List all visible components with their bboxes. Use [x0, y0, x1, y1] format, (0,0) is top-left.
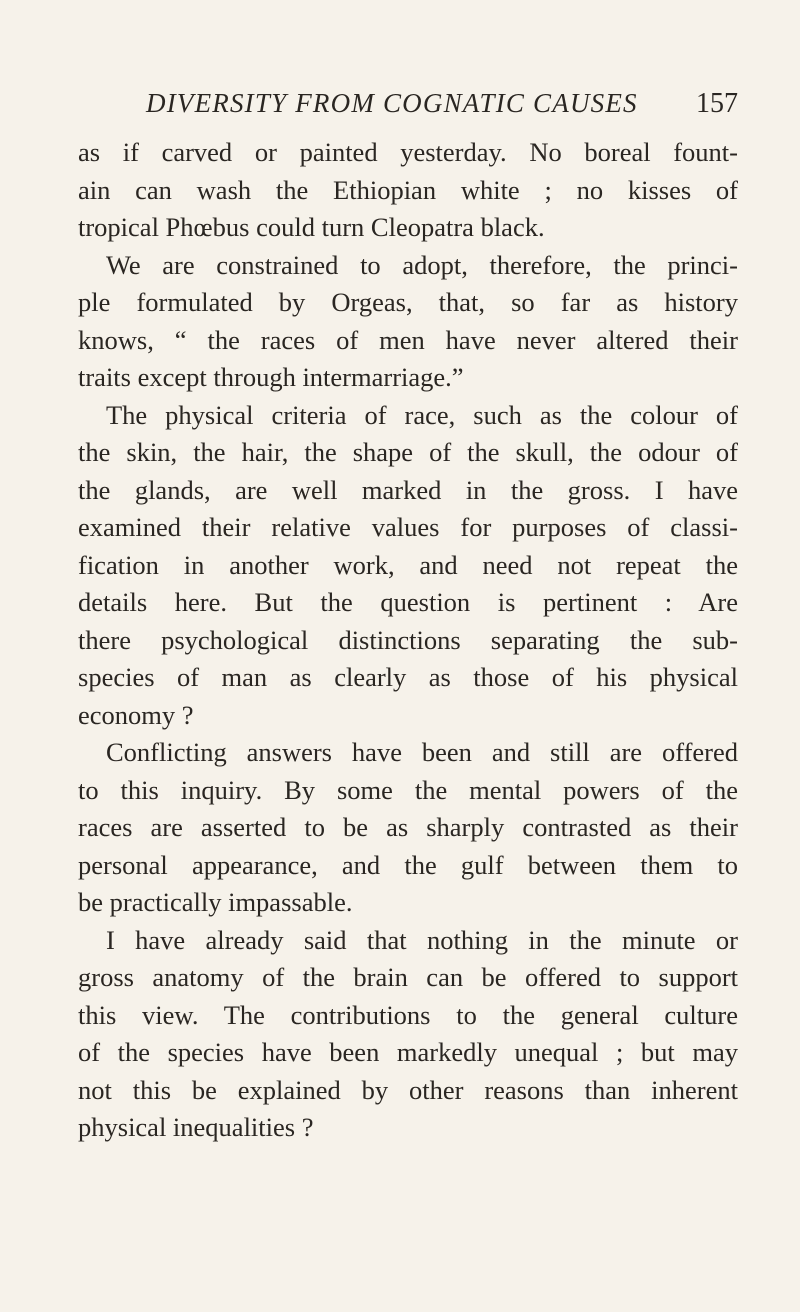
paragraph — [78, 397, 738, 735]
paragraph — [78, 134, 738, 247]
text-line: The physical criteria of race, such as the colour of — [106, 399, 738, 430]
text-line: to this inquiry. By some the mental powers of the — [78, 774, 738, 805]
paragraph — [78, 922, 738, 1147]
text-line: examined their relative values for purposes of classi- — [78, 512, 738, 542]
text-line: fication in another work, and need not repeat the — [78, 549, 738, 580]
text-line: gross anatomy of the brain can be offered to support — [78, 962, 738, 992]
text-line: I have already said that nothing in the minute or — [106, 924, 738, 955]
text-line: as if carved or painted yesterday. No boreal fount- — [78, 137, 738, 167]
running-title: DIVERSITY FROM COGNATIC CAUSES — [146, 88, 638, 118]
text-line: there psychological distinctions separating the sub- — [78, 624, 738, 655]
text-line: species of man as clearly as those of his physical — [78, 662, 738, 692]
text-line: of the species have been markedly unequal ; but may — [78, 1037, 738, 1067]
text-line: not this be explained by other reasons than inherent — [78, 1074, 738, 1105]
text-line: tropical Phœbus could turn Cleopatra black. — [78, 212, 545, 242]
paragraph — [78, 247, 738, 397]
text-line: ain can wash the Ethiopian white ; no kisses of — [78, 174, 738, 205]
text-line: the glands, are well marked in the gross. I have — [78, 474, 738, 505]
text-line: races are asserted to be as sharply contrasted as their — [78, 812, 738, 842]
page-number: 157 — [696, 88, 738, 119]
text-line: knows, “ the races of men have never altered their — [78, 324, 738, 355]
text-line: economy ? — [78, 699, 194, 730]
text-line: ple formulated by Orgeas, that, so far as history — [78, 287, 738, 317]
text-line: the skin, the hair, the shape of the skull, the odour of — [78, 437, 738, 467]
text-line: Conflicting answers have been and still are offered — [106, 737, 738, 767]
text-line: details here. But the question is pertinent : Are — [78, 587, 738, 617]
text-line: this view. The contributions to the general culture — [78, 999, 738, 1030]
text-line: personal appearance, and the gulf between them to — [78, 849, 738, 880]
text-line: We are constrained to adopt, therefore, the princi- — [106, 249, 738, 280]
body-text — [78, 134, 738, 1147]
running-head — [78, 88, 738, 128]
text-line: physical inequalities ? — [78, 1112, 314, 1142]
text-line: be practically impassable. — [78, 887, 353, 917]
paragraph — [78, 734, 738, 922]
text-line: traits except through intermarriage.” — [78, 362, 464, 392]
